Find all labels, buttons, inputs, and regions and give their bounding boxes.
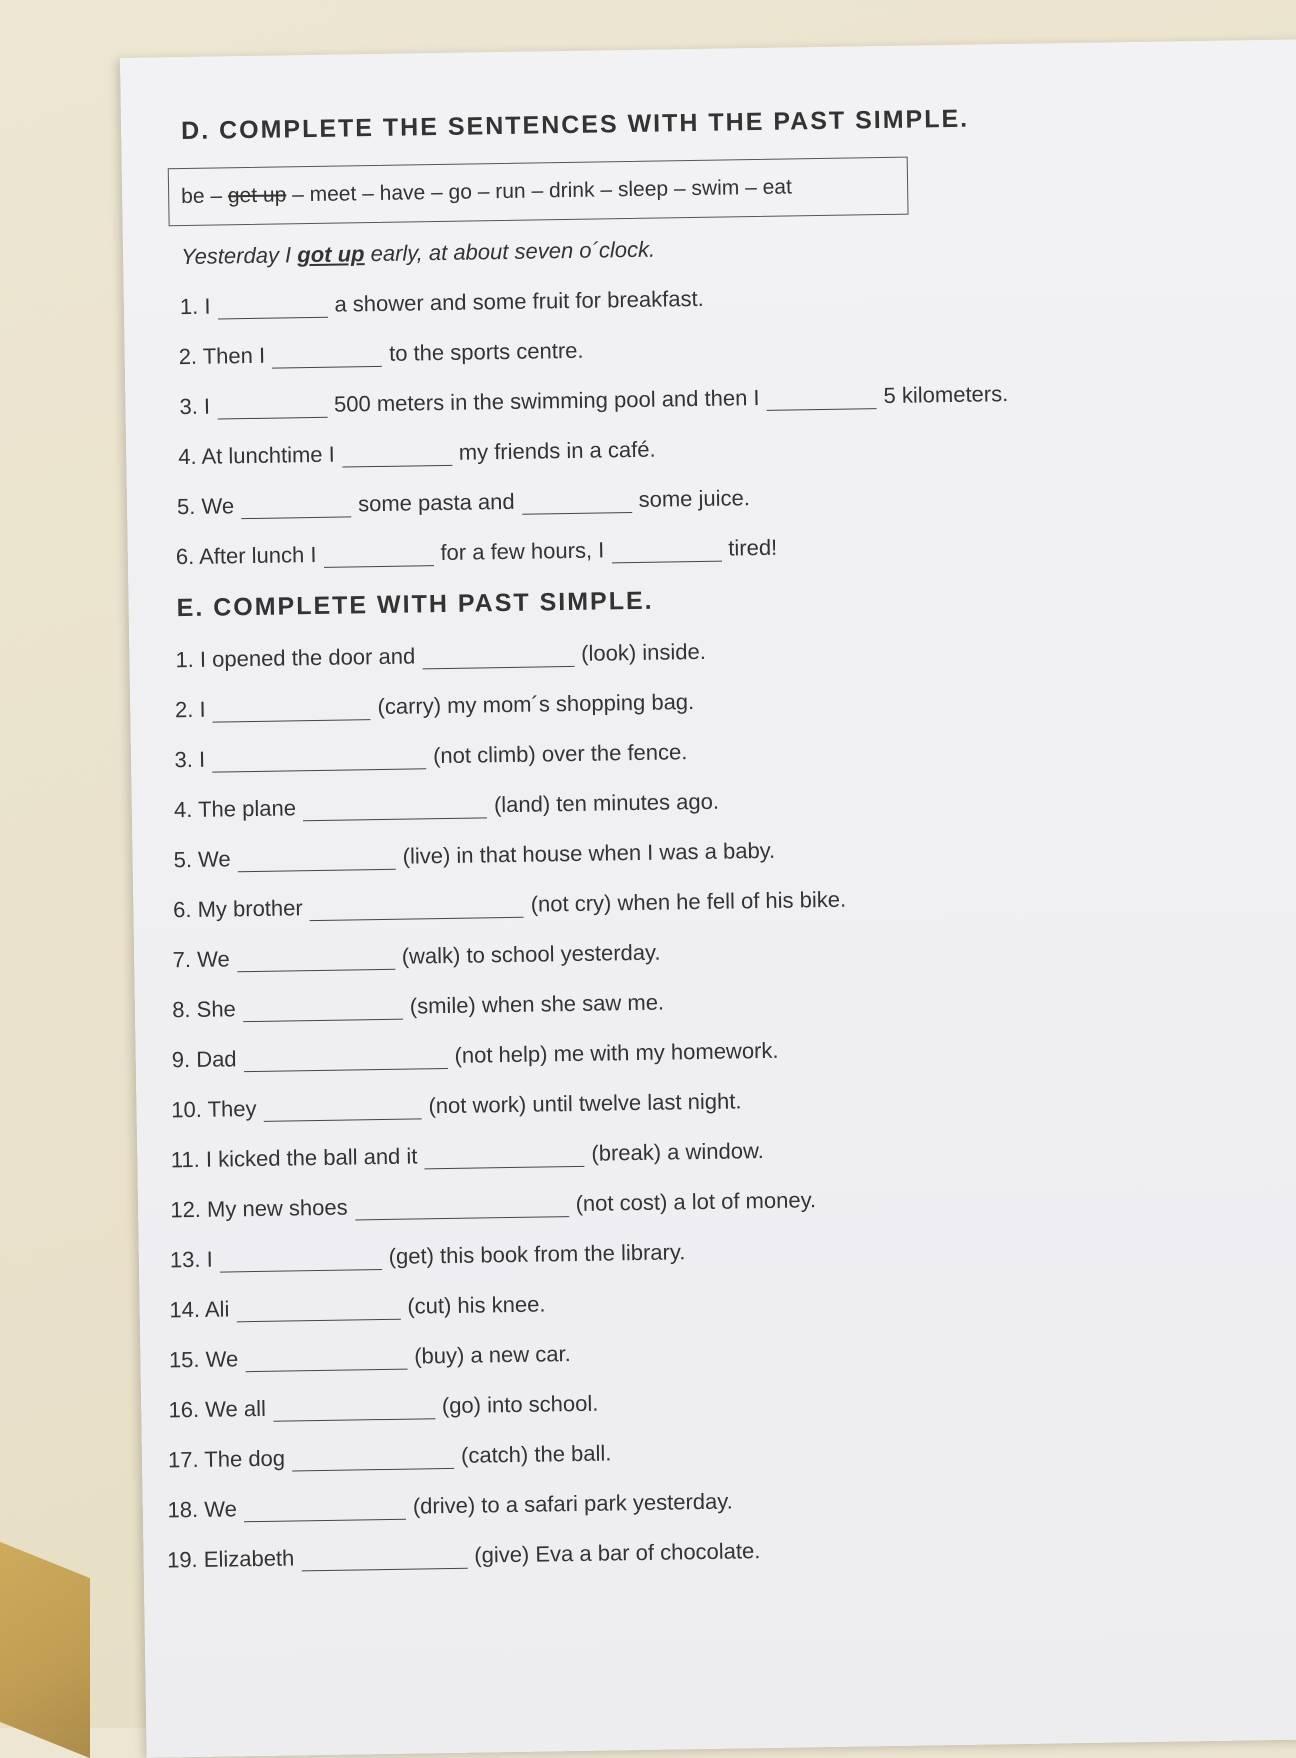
exercise-d-item	[179, 377, 1265, 420]
exercise-e-item	[171, 1130, 1278, 1173]
sentence-text: (look) inside.	[580, 638, 707, 666]
exercise-d-item	[177, 477, 1267, 520]
word-box	[168, 157, 909, 227]
exercise-e-item	[172, 980, 1275, 1023]
sentence-text: 17. The dog	[167, 1445, 286, 1473]
exercise-e-item	[175, 680, 1271, 723]
sentence-text: some juice.	[638, 485, 751, 512]
word-box-word: swim	[691, 176, 740, 201]
exercise-e-item	[169, 1280, 1280, 1323]
answer-blank[interactable]	[323, 545, 433, 568]
sentence-text: 13. I	[169, 1246, 213, 1273]
exercise-e-item	[167, 1480, 1283, 1524]
exercise-d-item	[176, 527, 1268, 570]
word-separator: –	[739, 175, 763, 200]
exercise-e-item	[170, 1180, 1278, 1223]
sentence-text: 11. I kicked the ball and it	[170, 1143, 418, 1173]
answer-blank[interactable]	[301, 1548, 467, 1572]
word-box-word: meet	[309, 182, 357, 207]
sentence-text: some pasta and	[357, 488, 515, 517]
sentence-text: tired!	[728, 534, 778, 561]
sentence-text: 14. Ali	[169, 1296, 230, 1323]
sentence-text: (cut) his knee.	[407, 1291, 546, 1319]
desk-edge	[0, 1542, 90, 1758]
exercise-e-item	[173, 830, 1272, 873]
exercise-e-item	[171, 1080, 1277, 1123]
sentence-text: (not help) me with my homework.	[454, 1037, 779, 1068]
sentence-text: 3. I	[179, 393, 211, 420]
answer-blank[interactable]	[212, 748, 426, 772]
sentence-text: a shower and some fruit for breakfast.	[334, 285, 704, 317]
example-sentence	[181, 227, 1263, 270]
answer-blank[interactable]	[217, 397, 327, 420]
sentence-text: (drive) to a safari park yesterday.	[412, 1488, 733, 1519]
worksheet-page	[120, 39, 1296, 1757]
answer-blank[interactable]	[237, 949, 395, 972]
word-box-word: run	[495, 179, 526, 204]
answer-blank[interactable]	[273, 1398, 435, 1422]
sentence-text: 2. Then I	[178, 342, 266, 370]
sentence-text: 8. She	[172, 996, 237, 1023]
sentence-text: (break) a window.	[591, 1138, 764, 1166]
exercise-e-item	[175, 630, 1269, 673]
sentence-text: 5. We	[173, 846, 231, 873]
exercise-e-item	[169, 1330, 1281, 1373]
section-e-title: E. COMPLETE WITH PAST SIMPLE.	[176, 586, 654, 623]
sentence-text: 18. We	[167, 1496, 238, 1523]
answer-blank[interactable]	[263, 1098, 421, 1121]
answer-blank[interactable]	[220, 1249, 382, 1273]
answer-blank[interactable]	[272, 346, 382, 369]
answer-blank[interactable]	[611, 541, 721, 564]
sentence-text: 16. We all	[168, 1395, 267, 1423]
sentence-text: (not cry) when he fell of his bike.	[530, 886, 847, 917]
answer-blank[interactable]	[424, 1146, 584, 1170]
exercise-e-item	[172, 930, 1274, 973]
answer-blank[interactable]	[217, 297, 327, 320]
exercise-e-item	[174, 730, 1271, 773]
sentence-text: to the sports centre.	[388, 337, 584, 366]
sentence-text: 4. The plane	[173, 795, 297, 823]
sentence-text: 6. My brother	[172, 895, 303, 923]
exercise-e-item	[173, 880, 1274, 923]
answer-blank[interactable]	[422, 646, 574, 669]
exercise-d-item	[179, 327, 1265, 370]
section-e-items	[166, 630, 1283, 1573]
word-box-word: eat	[762, 175, 792, 199]
word-box-word: sleep	[617, 177, 669, 202]
exercise-e-item	[168, 1430, 1282, 1473]
sentence-text: 15. We	[168, 1346, 239, 1373]
sentence-text: (carry) my mom´s shopping bag.	[377, 689, 695, 720]
sentence-text: 3. I	[174, 746, 206, 773]
word-box-word: get up	[227, 183, 287, 208]
section-d	[175, 100, 1268, 570]
answer-blank[interactable]	[241, 496, 351, 519]
exercise-e-item	[170, 1230, 1279, 1273]
section-e	[166, 577, 1283, 1573]
sentence-text: 1. I opened the door and	[175, 643, 416, 673]
word-separator: –	[471, 180, 496, 204]
answer-blank[interactable]	[522, 492, 632, 515]
sentence-text: 19. Elizabeth	[166, 1545, 295, 1573]
sentence-text: (catch) the ball.	[460, 1440, 612, 1468]
word-box-word: drink	[548, 178, 595, 203]
sentence-text: 2. I	[174, 696, 206, 723]
exercise-d-item	[180, 277, 1264, 320]
sentence-text: 12. My new shoes	[170, 1194, 348, 1223]
sentence-text: (live) in that house when I was a baby.	[402, 837, 776, 869]
answer-blank[interactable]	[303, 797, 487, 821]
exercise-e-item	[167, 1530, 1284, 1574]
sentence-text: (smile) when she saw me.	[409, 989, 665, 1019]
exercise-e-item	[168, 1380, 1281, 1423]
sentence-text: 1. I	[179, 293, 211, 320]
sentence-text: 6. After lunch I	[175, 541, 317, 570]
answer-blank[interactable]	[292, 1448, 454, 1472]
answer-blank[interactable]	[355, 1196, 569, 1220]
word-separator: –	[667, 177, 692, 201]
sentence-text: 500 meters in the swimming pool and then I	[333, 384, 760, 417]
word-separator: –	[525, 179, 550, 203]
sentence-text: (land) ten minutes ago.	[493, 788, 720, 818]
sentence-text: my friends in a café.	[458, 436, 656, 465]
example-answer: got up	[297, 241, 365, 268]
sentence-text: (go) into school.	[441, 1390, 599, 1419]
sentence-text: 10. They	[171, 1095, 257, 1123]
sentence-text: (not climb) over the fence.	[432, 739, 688, 769]
sentence-text: for a few hours, I	[440, 537, 605, 566]
sentence-text: 7. We	[172, 946, 230, 973]
sentence-text: (walk) to school yesterday.	[401, 939, 661, 969]
word-box-word: go	[448, 180, 473, 204]
sentence-text: (get) this book from the library.	[388, 1239, 686, 1269]
answer-blank[interactable]	[243, 1048, 447, 1072]
section-d-items	[175, 277, 1268, 570]
sentence-text: 4. At lunchtime I	[178, 441, 335, 470]
sentence-text: 9. Dad	[171, 1046, 237, 1073]
answer-blank[interactable]	[766, 388, 876, 411]
sentence-text: (buy) a new car.	[414, 1341, 571, 1369]
word-separator: –	[425, 180, 449, 205]
sentence-text: 5. We	[176, 493, 235, 520]
answer-blank[interactable]	[342, 445, 452, 468]
word-separator: –	[356, 181, 380, 206]
answer-blank[interactable]	[245, 1349, 407, 1373]
word-separator: –	[286, 183, 310, 207]
word-box-word: have	[379, 181, 426, 205]
exercise-e-item	[172, 1030, 1276, 1073]
sentence-text: (not work) until twelve last night.	[428, 1088, 742, 1119]
answer-blank[interactable]	[244, 1499, 406, 1523]
answer-blank[interactable]	[243, 999, 403, 1023]
answer-blank[interactable]	[310, 897, 524, 921]
exercise-d-item	[178, 427, 1266, 470]
word-box-word: be	[181, 184, 205, 209]
example-after: early, at about seven o´clock.	[364, 236, 656, 267]
answer-blank[interactable]	[212, 699, 370, 722]
example-before: Yesterday I	[180, 242, 298, 270]
sentence-text: (not cost) a lot of money.	[575, 1187, 817, 1216]
word-separator: –	[204, 184, 229, 208]
answer-blank[interactable]	[238, 849, 396, 872]
answer-blank[interactable]	[236, 1299, 400, 1323]
section-d-title: D. COMPLETE THE SENTENCES WITH THE PAST SIMPLE.	[180, 104, 970, 146]
worksheet-content	[166, 100, 1284, 1573]
sentence-text: 5 kilometers.	[883, 381, 1009, 409]
word-separator: –	[594, 178, 619, 202]
sentence-text: (give) Eva a bar of chocolate.	[474, 1538, 761, 1568]
exercise-e-item	[174, 780, 1272, 823]
